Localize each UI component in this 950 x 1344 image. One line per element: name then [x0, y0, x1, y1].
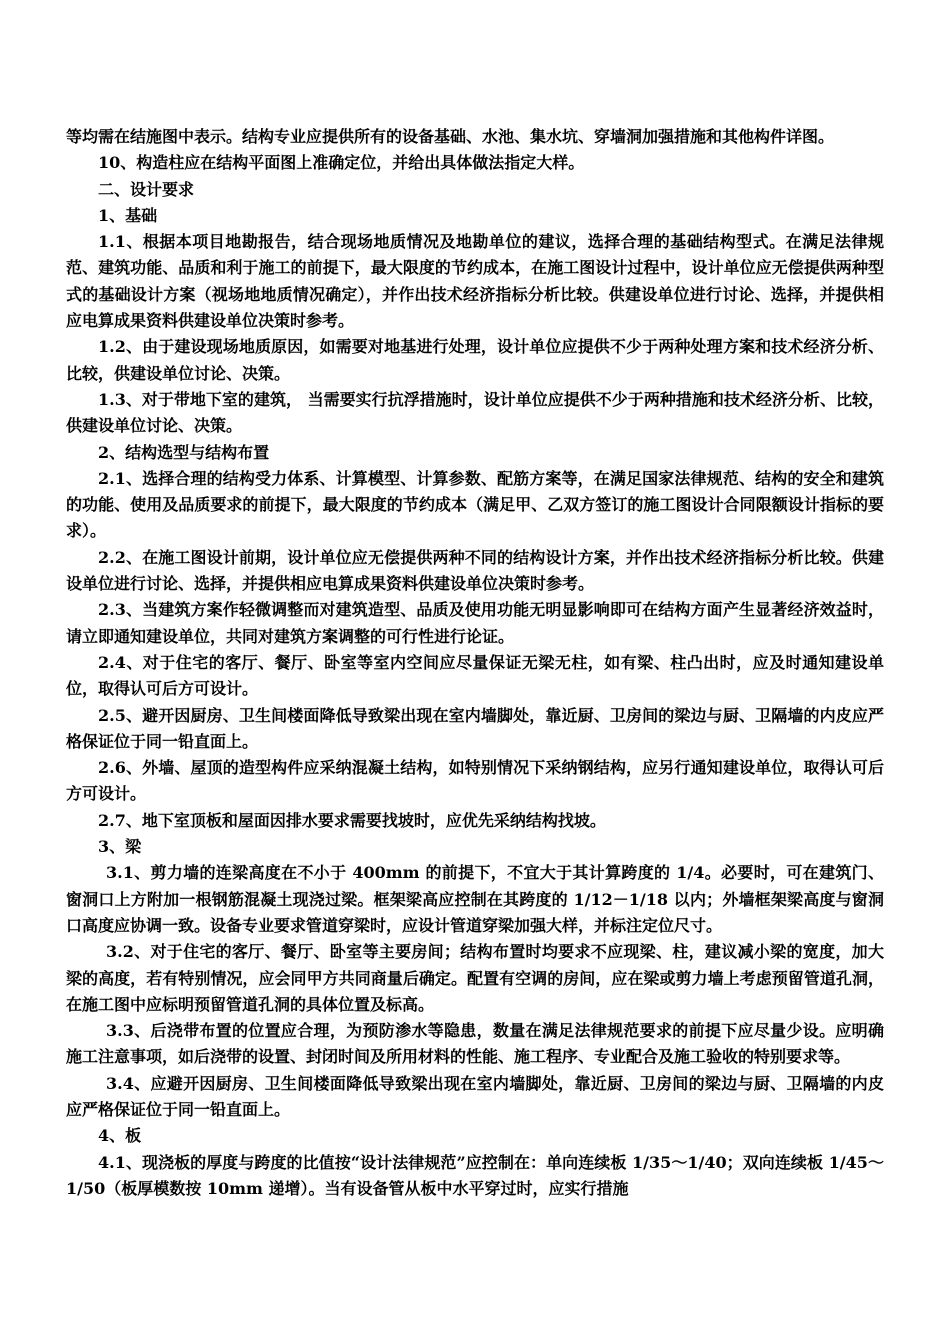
paragraph: 10、构造柱应在结构平面图上准确定位，并给出具体做法指定大样。 [98, 153, 585, 173]
paragraph: 4.1、现浇板的厚度与跨度的比值按“设计法律规范”应控制在：单向连续板 1/35～1/40；双向连续板 1/45～1/50（板厚模数按 10mm 递增）。当有设备管从板中水平穿过时，应实行措施 [66, 1152, 884, 1198]
paragraph: 1.3、对于带地下室的建筑， 当需要实行抗浮措施时，设计单位应提供不少于两种措施和技术经济分析、比较，供建设单位讨论、决策。 [66, 389, 884, 436]
paragraph: 二、设计要求 [98, 179, 195, 199]
paragraph: 1、基础 [98, 205, 158, 225]
paragraph: 2.5、避开因厨房、卫生间楼面降低导致梁出现在室内墙脚处，靠近厨、卫房间的梁边与厨、卫隔墙的内皮应严格保证位于同一铅直面上。 [66, 705, 884, 751]
paragraph: 4、板 [98, 1126, 142, 1146]
paragraph: 3.1、剪力墙的连梁高度在不小于 400mm 的前提下，不宜大于其计算跨度的 1/4。必要时，可在建筑门、窗洞口上方附加一根钢筋混凝土现浇过梁。框架梁高应控制在其跨度的 1/12－1/18 以内；外墙框架梁高度与窗洞口高度应协调一致。设备专业要求管道穿梁时，应设计管道穿梁加强大样，并标注定位尺寸。 [66, 863, 884, 935]
paragraph: 等均需在结施图中表示。结构专业应提供所有的设备基础、水池、集水坑、穿墙洞加强措施和其他构件详图。 [66, 127, 835, 146]
paragraph: 3.3、后浇带布置的位置应合理，为预防渗水等隐患，数量在满足法律规范要求的前提下应尽量少设。应明确施工注意事项，如后浇带的设置、封闭时间及所用材料的性能、施工程序、专业配合及施工验收的特别要求等。 [66, 1021, 884, 1067]
paragraph: 2.7、地下室顶板和屋面因排水要求需要找坡时，应优先采纳结构找坡。 [98, 810, 606, 830]
paragraph: 2.4、对于住宅的客厅、餐厅、卧室等室内空间应尽量保证无梁无柱，如有梁、柱凸出时，应及时通知建设单位，取得认可后方可设计。 [66, 652, 884, 699]
document-body [66, 124, 884, 1202]
paragraph: 2.3、当建筑方案作轻微调整而对建筑造型、品质及使用功能无明显影响即可在结构方面产生显著经济效益时，请立即通知建设单位，共同对建筑方案调整的可行性进行论证。 [66, 600, 884, 646]
paragraph: 3.4、应避开因厨房、卫生间楼面降低导致梁出现在室内墙脚处，靠近厨、卫房间的梁边与厨、卫隔墙的内皮应严格保证位于同一铅直面上。 [66, 1073, 884, 1119]
paragraph: 3.2、对于住宅的客厅、餐厅、卧室等主要房间；结构布置时均要求不应现梁、柱，建议减小梁的宽度，加大梁的高度，若有特别情况，应会同甲方共同商量后确定。配置有空调的房间，应在梁或剪力墙上考虑预留管道孔洞，在施工图中应标明预留管道孔洞的具体位置及标高。 [66, 942, 884, 1014]
paragraph: 2.2、在施工图设计前期，设计单位应无偿提供两种不同的结构设计方案，并作出技术经济指标分析比较。供建设单位进行讨论、选择，并提供相应电算成果资料供建设单位决策时参考。 [66, 547, 884, 594]
paragraph: 2.6、外墙、屋顶的造型构件应采纳混凝土结构，如特别情况下采纳钢结构，应另行通知建设单位，取得认可后方可设计。 [66, 758, 884, 804]
paragraph: 2.1、选择合理的结构受力体系、计算模型、计算参数、配筋方案等，在满足国家法律规范、结构的安全和建筑的功能、使用及品质要求的前提下，最大限度的节约成本（满足甲、乙双方签订的施工图设计合同限额设计指标的要求）。 [66, 468, 884, 541]
paragraph: 2、结构选型与结构布置 [98, 442, 270, 462]
paragraph: 1.1、根据本项目地勘报告，结合现场地质情况及地勘单位的建议，选择合理的基础结构型式。在满足法律规范、建筑功能、品质和利于施工的前提下，最大限度的节约成本，在施工图设计过程中，设计单位应无偿提供两种型式的基础设计方案（视场地地质情况确定），并作出技术经济指标分析比较。供建设单位进行讨论、选择，并提供相应电算成果资料供建设单位决策时参考。 [66, 232, 884, 331]
paragraph: 1.2、由于建设现场地质原因，如需要对地基进行处理，设计单位应提供不少于两种处理方案和技术经济分析、比较，供建设单位讨论、决策。 [66, 337, 884, 383]
paragraph: 3、梁 [98, 837, 142, 857]
